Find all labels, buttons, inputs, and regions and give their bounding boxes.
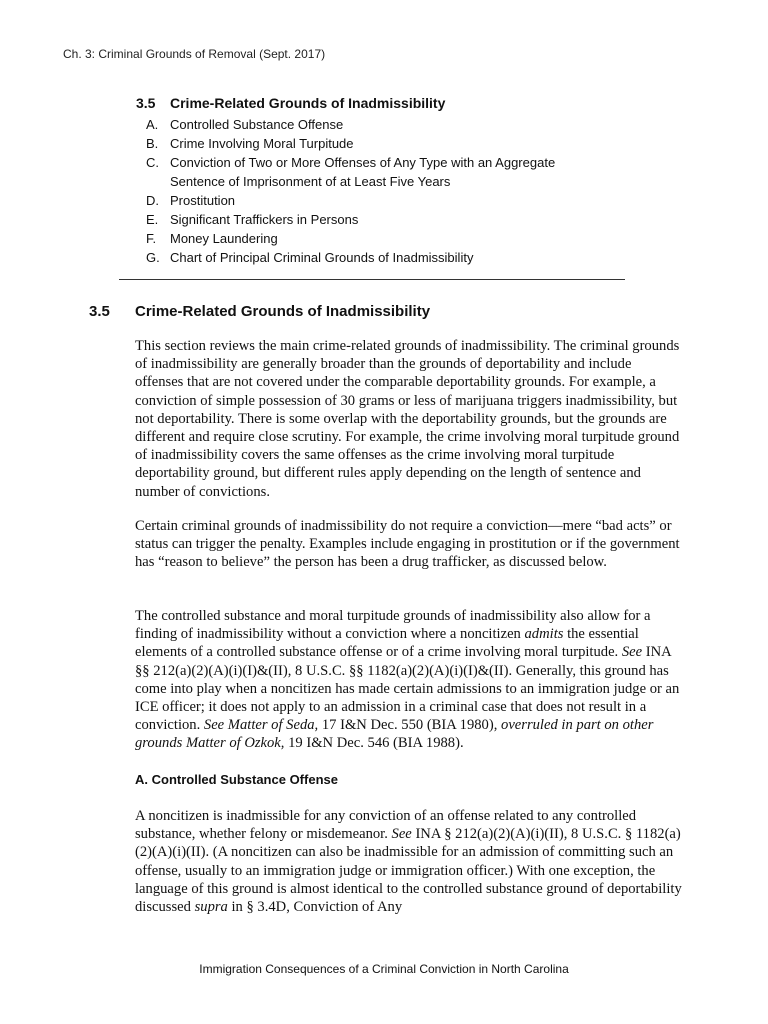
text-run: A noncitizen is inadmissible for any conviction of an offense related to any controlled substance, whether felony or misdemeanor.: [135, 808, 637, 843]
toc-list: [146, 115, 586, 267]
toc-item-b: [146, 134, 586, 153]
paragraph-bad-acts: Certain criminal grounds of inadmissibility do not require a conviction—mere “bad acts” or status can trigger the penalty. Examples include engaging in prostitution or if the government has “reason to believe” the person has been a drug trafficker, as discussed below.: [135, 518, 680, 571]
italic-run: See: [621, 644, 643, 661]
toc-item-d: [146, 191, 586, 210]
italic-run: supra: [194, 899, 228, 916]
toc-item-text: Money Laundering: [170, 231, 278, 246]
toc-item-text: Controlled Substance Offense: [170, 117, 344, 132]
toc-item-letter: G.: [146, 250, 160, 265]
italic-run: See: [391, 826, 412, 843]
toc-item-letter: A.: [146, 117, 159, 132]
italic-run: admits: [524, 626, 564, 643]
toc-item-text: Crime Involving Moral Turpitude: [170, 136, 354, 151]
toc-item-f: [146, 229, 586, 248]
toc-item-text: Chart of Principal Criminal Grounds of Inadmissibility: [170, 250, 474, 265]
section-title: Crime-Related Grounds of Inadmissibility: [135, 303, 431, 320]
text-run: INA § 212(a)(2)(A)(i)(II), 8 U.S.C. § 1182(a) (2)(A)(i)(II). (A noncitizen can also be inadmissible for an admission of committing such an offense, usually to an immigration judge or immigration officer.) With one exception, the language of this ground is almost identical to the controlled substance ground of deportability discussed: [135, 826, 682, 916]
toc-item-text: Significant Traffickers in Persons: [170, 212, 359, 227]
divider-line: [119, 279, 625, 280]
footer-text: Immigration Consequences of a Criminal Conviction in North Carolina: [199, 962, 569, 976]
paragraph-admissions: [135, 607, 683, 753]
section-number: 3.5: [89, 303, 110, 320]
text-run: the essential elements of a controlled substance offense or of a crime involving moral turpitude.: [135, 626, 639, 661]
case-citation: See Matter of Seda,: [203, 717, 319, 734]
toc-item-letter: E.: [146, 212, 159, 227]
toc-item-letter: D.: [146, 193, 159, 208]
case-citation: overruled in part on other grounds Matter of Ozkok,: [135, 717, 654, 752]
toc-item-a: [146, 115, 586, 134]
toc-item-letter: F.: [146, 231, 157, 246]
paragraph-controlled-substance: [135, 807, 683, 916]
text-run: The controlled substance and moral turpitude grounds of inadmissibility also allow for a finding of inadmissibility without a conviction where a noncitizen: [135, 608, 651, 643]
toc-section-number: 3.5: [136, 95, 156, 111]
text-run: in § 3.4D, Conviction of Any: [227, 899, 403, 916]
toc-item-text: Prostitution: [170, 193, 236, 208]
toc-item-g: [146, 248, 586, 267]
toc-item-c: [146, 153, 586, 191]
text-run: INA §§ 212(a)(2)(A)(i)(I)&(II), 8 U.S.C. §§ 1182(a)(2)(A)(i)(I)&(II). Generally, this ground has come into play when a noncitizen has made certain admissions to an immigration judge or an ICE officer; it does not apply to an admission in a criminal case that does not result in a conviction.: [135, 644, 680, 734]
running-header: Ch. 3: Criminal Grounds of Removal (Sept. 2017): [63, 47, 326, 61]
page-footer: [0, 962, 768, 976]
text-run: 19 I&N Dec. 546 (BIA 1988).: [284, 735, 464, 752]
paragraph-intro: This section reviews the main crime-related grounds of inadmissibility. The criminal grounds of inadmissibility are generally broader than the grounds of deportability and include offenses that are not covered under the comparable deportability grounds. For example, a conviction of simple possession of 30 grams or less of marijuana triggers inadmissibility, but not deportability. There is some overlap with the deportability grounds, but the grounds are different and require close scrutiny. For example, the crime involving moral turpitude ground of inadmissibility covers the same offenses as the crime involving moral turpitude deportability ground, but different rules apply depending on the length of sentence and number of convictions.: [135, 338, 680, 500]
toc-item-text: Conviction of Two or More Offenses of Any Type with an Aggregate Sentence of Imprisonment of at Least Five Years: [170, 155, 556, 189]
text-run: 17 I&N Dec. 550 (BIA 1980),: [318, 717, 502, 734]
toc-item-letter: C.: [146, 155, 159, 170]
toc-section-title: Crime-Related Grounds of Inadmissibility: [170, 95, 446, 111]
section-heading: [89, 303, 430, 320]
toc-item-e: [146, 210, 586, 229]
subsection-heading: A. Controlled Substance Offense: [135, 772, 338, 787]
toc-item-letter: B.: [146, 136, 159, 151]
toc-title: [136, 95, 445, 111]
